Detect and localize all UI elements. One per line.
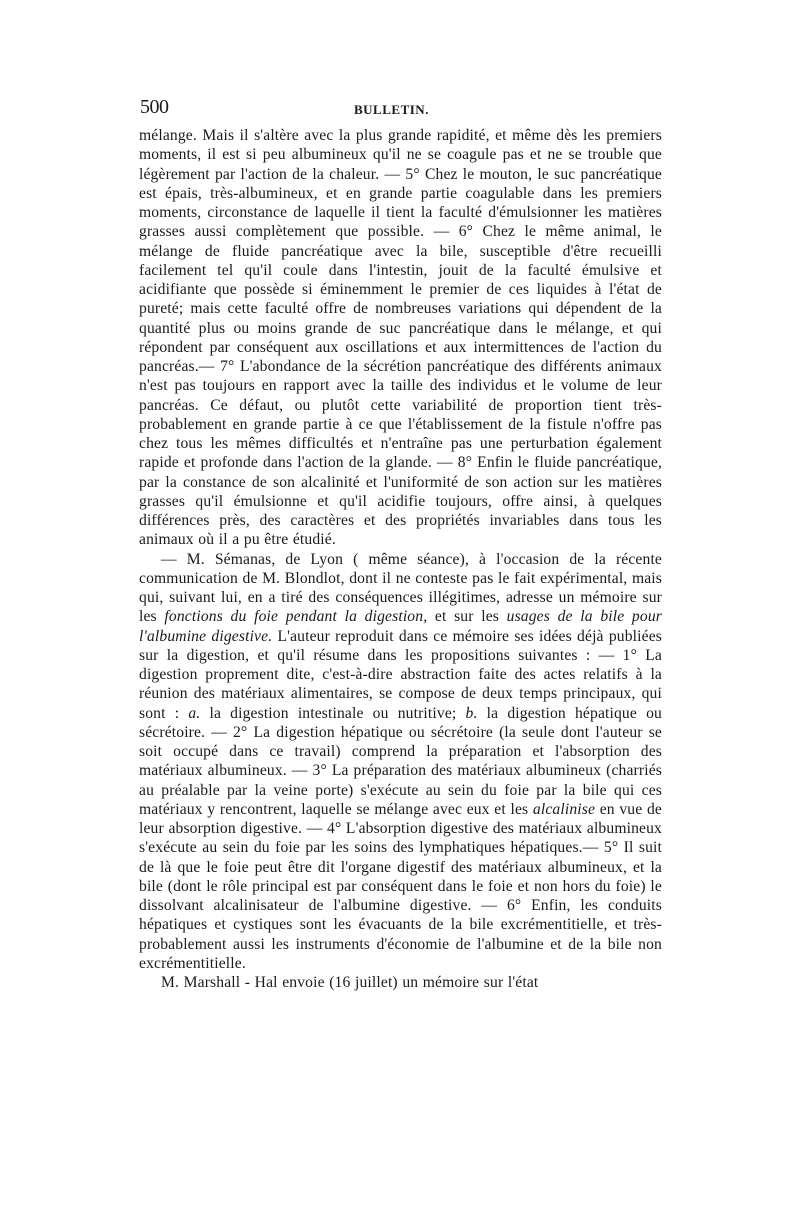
text-run: — M. Sémanas, de Lyon ( même séance), à l'occasion de la récente communication de M. Blondlot, dont il ne conteste pas le fait expérimental, mais qui, suivant lui, en a tiré des conséquences illégitimes, adresse un mémoire sur les [139, 550, 662, 626]
text-run: et sur les [427, 608, 507, 626]
body-text [139, 126, 662, 992]
italic-marker: b. [465, 704, 478, 722]
paragraph: M. Marshall - Hal envoie (16 juillet) un mémoire sur l'état [161, 974, 539, 991]
page-header [139, 92, 662, 126]
paragraph [139, 550, 662, 974]
running-head: BULLETIN. [354, 102, 429, 117]
text-run: la digestion hépatique ou sécrétoire. — 2° La digestion hépatique ou sécrétoire (la seule dont l'auteur se soit occupé dans ce travail) comprend la préparation et l'absorption des matériaux albumineux. — 3° La préparation des matériaux albumineux (charriés au préalable par la veine porte) s'exécute au sein du foie par la bile qui ces matériaux y rencontrent, laquelle se mélange avec eux et les [139, 704, 662, 818]
text-run: en vue de leur absorption digestive. — 4° L'absorption digestive des matériaux albumineux s'exécute au sein du foie par les soins des lymphatiques hépatiques.— 5° Il suit de là que le foie peut être dit l'organe digestif des matériaux albumineux, et la bile (dont le rôle principal est par conséquent dans le foie et non hors du foie) le dissolvant alcalinisateur de l'albumine digestive. — 6° Enfin, les conduits hépatiques et cystiques sont les évacuants de la bile excrémentitielle, et très-probablement aussi les instruments d'économie de l'albumine et de la bile non excrémentitielle. [139, 800, 662, 972]
text-run: L'auteur reproduit dans ce mémoire ses idées déjà publiées sur la digestion, et qu'il résume dans les propositions suivantes : — 1° La digestion proprement dite, c'est-à-dire abstraction faite des actes relatifs à la réunion des matériaux alimentaires, se compose de deux temps principaux, qui sont : [139, 627, 663, 722]
text-run: la digestion intestinale ou nutritive; [200, 704, 466, 722]
italic-title: usages de la bile pour l'albumine digestive. [139, 608, 662, 645]
italic-word: alcalinise [532, 800, 596, 818]
paragraph: mélange. Mais il s'altère avec la plus grande rapidité, et même dès les premiers moments, il est si peu albumineux qu'il ne se coagule pas et ne se trouble que légèrement par l'action de la chaleur. — 5° Chez le mouton, le suc pancréatique est épais, très-albumineux, et en grande partie coagulable dans les premiers moments, circonstance de laquelle il tient la faculté d'émulsionner les matières grasses aussi complètement que possible. — 6° Chez le même animal, le mélange de fluide pancréatique avec la bile, susceptible d'être recueilli facilement tel qu'il coule dans l'intestin, jouit de la faculté émulsive et acidifiante que possède si éminemment le premier de ces liquides à l'état de pureté; mais cette faculté offre de nombreuses variations qui dépendent de la quantité plus ou moins grande de suc pancréatique dans le mélange, et qui répondent par conséquent aux oscillations et aux intermittences de l'action du pancréas.— 7° L'abondance de la sécrétion pancréatique des différents animaux n'est pas toujours en rapport avec la taille des individus et le volume de leur pancréas. Ce défaut, ou plutôt cette variabilité de proportion tient très-probablement en grande partie à ce que l'établissement de la fistule n'offre pas chez tous les mêmes difficultés et n'entraîne pas une perturbation également rapide et profonde dans l'action de la glande. — 8° Enfin le fluide pancréatique, par la constance de son alcalinité et l'uniformité de son action sur les matières grasses qu'il émulsionne et qu'il acidifie toujours, offre ainsi, à quelques différences près, des caractères et des propriétés invariables dans tous les animaux où il a pu être étudié. [139, 127, 662, 549]
italic-title: fonctions du foie pendant la digestion, [164, 608, 428, 626]
italic-marker: a. [188, 704, 201, 722]
page-number: 500 [140, 96, 169, 118]
document-page [139, 92, 662, 992]
